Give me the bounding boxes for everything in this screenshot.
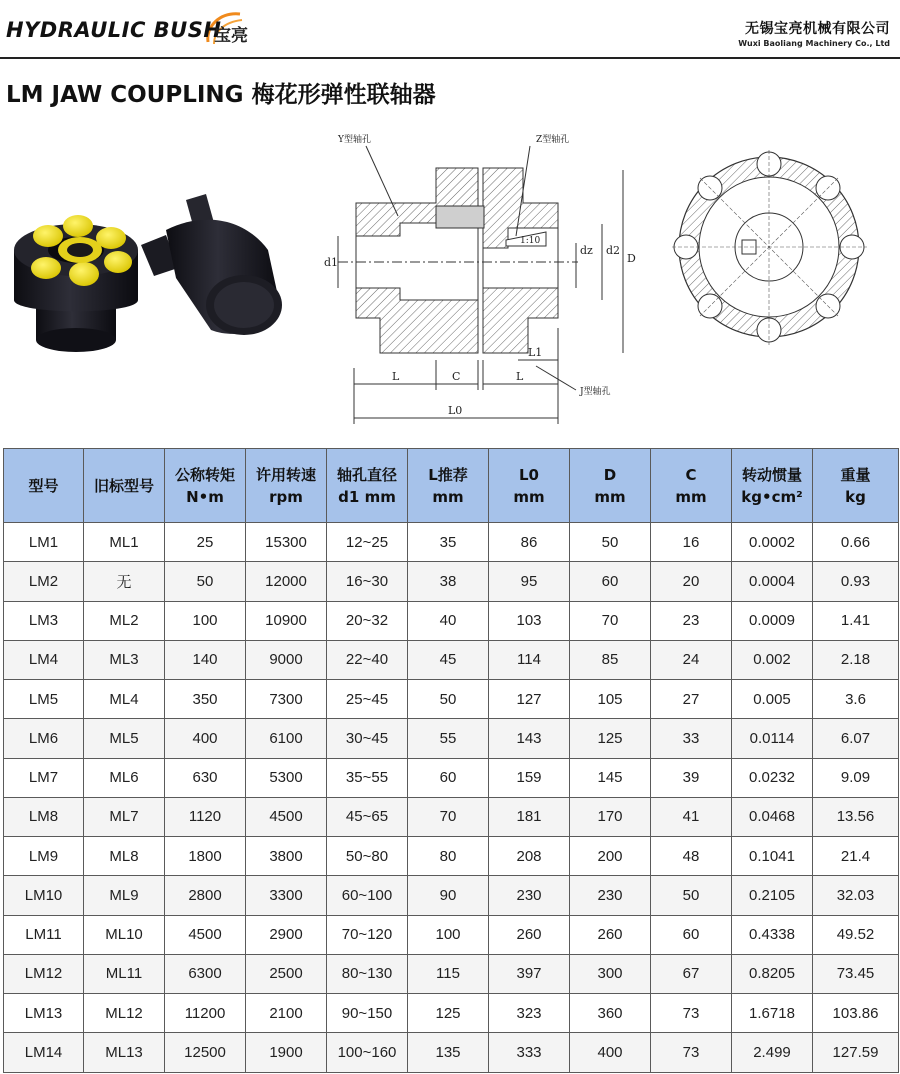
table-cell: 140 [165, 640, 246, 679]
label-L-left: L [392, 370, 400, 383]
table-cell: LM7 [4, 758, 84, 797]
table-cell: LM8 [4, 797, 84, 836]
table-cell: 0.0232 [732, 758, 813, 797]
table-row [4, 562, 899, 601]
column-header-text: L0 [519, 465, 539, 484]
company-block [738, 18, 890, 48]
table-cell: 125 [408, 994, 489, 1033]
table-cell: 48 [651, 837, 732, 876]
table-cell: ML10 [84, 915, 165, 954]
table-cell: 181 [489, 797, 570, 836]
table-cell: 333 [489, 1033, 570, 1072]
table-cell: 95 [489, 562, 570, 601]
table-cell: 100 [165, 601, 246, 640]
table-cell: 400 [570, 1033, 651, 1072]
table-cell: LM2 [4, 562, 84, 601]
table-cell: 23 [651, 601, 732, 640]
table-cell: 323 [489, 994, 570, 1033]
label-y-hole: Y型轴孔 [338, 135, 371, 145]
column-header-text: mm [432, 487, 464, 506]
column-header-text: kg•cm² [741, 487, 803, 506]
table-cell: 230 [570, 876, 651, 915]
brand-logo-text: HYDRAULIC BUSH [6, 18, 222, 42]
table-cell: 50 [408, 680, 489, 719]
table-cell: 90~150 [327, 994, 408, 1033]
table-cell: 90 [408, 876, 489, 915]
table-cell: 50~80 [327, 837, 408, 876]
table-cell: 40 [408, 601, 489, 640]
table-cell: 15300 [246, 523, 327, 562]
table-cell: 25~45 [327, 680, 408, 719]
table-cell: ML2 [84, 601, 165, 640]
table-cell: 10900 [246, 601, 327, 640]
column-header-text: kg [845, 487, 866, 506]
table-cell: 0.1041 [732, 837, 813, 876]
column-header-text: 重量 [840, 465, 871, 484]
table-cell: 1800 [165, 837, 246, 876]
table-cell: 16 [651, 523, 732, 562]
table-cell: 12~25 [327, 523, 408, 562]
table-cell: LM14 [4, 1033, 84, 1072]
table-cell: 400 [165, 719, 246, 758]
table-cell: 无 [84, 562, 165, 601]
table-cell: 103.86 [813, 994, 899, 1033]
column-header [570, 449, 651, 523]
table-cell: 12000 [246, 562, 327, 601]
table-cell: 2800 [165, 876, 246, 915]
table-cell: 6100 [246, 719, 327, 758]
table-cell: 145 [570, 758, 651, 797]
table-cell: 39 [651, 758, 732, 797]
table-cell: 135 [408, 1033, 489, 1072]
table-cell: 350 [165, 680, 246, 719]
table-cell: 0.0009 [732, 601, 813, 640]
table-row [4, 523, 899, 562]
table-cell: 1.6718 [732, 994, 813, 1033]
column-header-text: C [685, 465, 697, 484]
table-cell: 45 [408, 640, 489, 679]
label-j-hole: J型轴孔 [580, 387, 611, 397]
column-header-text: mm [675, 487, 707, 506]
table-cell: ML3 [84, 640, 165, 679]
table-cell: 35 [408, 523, 489, 562]
table-cell: 70 [408, 797, 489, 836]
table-cell: 25 [165, 523, 246, 562]
table-cell: 9000 [246, 640, 327, 679]
table-cell: 170 [570, 797, 651, 836]
table-cell: LM12 [4, 954, 84, 993]
table-cell: 60 [408, 758, 489, 797]
table-cell: 2.18 [813, 640, 899, 679]
company-name-cn: 无锡宝亮机械有限公司 [745, 21, 890, 37]
table-cell: 73 [651, 994, 732, 1033]
table-cell: 24 [651, 640, 732, 679]
company-name-en: Wuxi Baoliang Machinery Co., Ltd [738, 39, 890, 48]
table-cell: LM10 [4, 876, 84, 915]
table-row [4, 758, 899, 797]
table-cell: 0.4338 [732, 915, 813, 954]
table-cell: 3800 [246, 837, 327, 876]
table-cell: LM9 [4, 837, 84, 876]
table-cell: LM11 [4, 915, 84, 954]
table-cell: 0.002 [732, 640, 813, 679]
column-header-text: 转动惯量 [741, 465, 802, 484]
table-header-row [4, 449, 899, 523]
table-cell: 127 [489, 680, 570, 719]
label-L0: L0 [448, 404, 463, 417]
table-cell: 73.45 [813, 954, 899, 993]
table-cell: 21.4 [813, 837, 899, 876]
column-header [408, 449, 489, 523]
table-cell: 0.0004 [732, 562, 813, 601]
column-header-text: 旧标型号 [93, 476, 154, 495]
table-cell: 2.499 [732, 1033, 813, 1072]
column-header [327, 449, 408, 523]
table-cell: 32.03 [813, 876, 899, 915]
table-cell: 2900 [246, 915, 327, 954]
table-cell: 50 [570, 523, 651, 562]
table-row [4, 876, 899, 915]
table-cell: 103 [489, 601, 570, 640]
table-cell: 27 [651, 680, 732, 719]
table-cell: 260 [570, 915, 651, 954]
table-cell: 60 [651, 915, 732, 954]
page-header [0, 0, 900, 58]
spec-table [3, 448, 899, 1073]
table-cell: 159 [489, 758, 570, 797]
label-z-hole: Z型轴孔 [536, 135, 570, 145]
table-cell: ML1 [84, 523, 165, 562]
table-cell: 230 [489, 876, 570, 915]
table-row [4, 680, 899, 719]
label-D: D [627, 252, 636, 265]
table-cell: 3.6 [813, 680, 899, 719]
column-header [489, 449, 570, 523]
table-row [4, 1033, 899, 1072]
table-cell: 0.005 [732, 680, 813, 719]
table-cell: 67 [651, 954, 732, 993]
table-cell: LM1 [4, 523, 84, 562]
table-cell: 0.0002 [732, 523, 813, 562]
table-cell: 4500 [246, 797, 327, 836]
brand-logo [6, 6, 266, 52]
table-cell: LM4 [4, 640, 84, 679]
page-title: LM JAW COUPLING 梅花形弹性联轴器 [6, 82, 436, 108]
brand-logo-cn: 宝亮 [214, 26, 248, 46]
table-row [4, 994, 899, 1033]
column-header [4, 449, 84, 523]
table-cell: 9.09 [813, 758, 899, 797]
table-body [4, 523, 899, 1073]
table-cell: 115 [408, 954, 489, 993]
table-cell: 5300 [246, 758, 327, 797]
table-row [4, 601, 899, 640]
table-cell: 35~55 [327, 758, 408, 797]
table-cell: LM13 [4, 994, 84, 1033]
table-cell: 0.93 [813, 562, 899, 601]
table-cell: 208 [489, 837, 570, 876]
label-taper: 1:10 [520, 236, 541, 246]
label-d2: d2 [606, 244, 621, 257]
table-cell: 55 [408, 719, 489, 758]
table-cell: LM3 [4, 601, 84, 640]
product-photo [6, 190, 296, 365]
label-C: C [452, 370, 461, 383]
table-cell: 1.41 [813, 601, 899, 640]
table-cell: 16~30 [327, 562, 408, 601]
table-cell: 80~130 [327, 954, 408, 993]
table-cell: 3300 [246, 876, 327, 915]
column-header-text: 型号 [28, 476, 59, 495]
table-cell: 105 [570, 680, 651, 719]
table-cell: ML13 [84, 1033, 165, 1072]
column-header-text: 公称转矩 [174, 465, 235, 484]
table-row [4, 915, 899, 954]
table-cell: ML7 [84, 797, 165, 836]
table-cell: 85 [570, 640, 651, 679]
column-header-text: mm [513, 487, 545, 506]
table-cell: 73 [651, 1033, 732, 1072]
table-cell: 2500 [246, 954, 327, 993]
header-divider [0, 57, 900, 59]
column-header-text: D [603, 465, 617, 484]
column-header-text: rpm [269, 487, 303, 506]
table-cell: ML9 [84, 876, 165, 915]
table-cell: 0.66 [813, 523, 899, 562]
end-view-drawing [672, 150, 867, 345]
table-cell: 2100 [246, 994, 327, 1033]
table-cell: LM6 [4, 719, 84, 758]
column-header-text: d1 mm [338, 487, 396, 506]
column-header-text: 轴孔直径 [336, 465, 397, 484]
table-cell: ML11 [84, 954, 165, 993]
label-d1: d1 [324, 256, 339, 269]
table-cell: 13.56 [813, 797, 899, 836]
table-cell: 200 [570, 837, 651, 876]
table-cell: 143 [489, 719, 570, 758]
table-cell: 127.59 [813, 1033, 899, 1072]
table-cell: 86 [489, 523, 570, 562]
table-row [4, 954, 899, 993]
table-cell: 22~40 [327, 640, 408, 679]
label-dz: dz [580, 244, 593, 257]
table-cell: 70 [570, 601, 651, 640]
table-cell: 60 [570, 562, 651, 601]
column-header-text: 许用转速 [255, 465, 316, 484]
table-cell: 360 [570, 994, 651, 1033]
table-cell: 100 [408, 915, 489, 954]
column-header-text: mm [594, 487, 626, 506]
table-cell: 100~160 [327, 1033, 408, 1072]
table-cell: 397 [489, 954, 570, 993]
label-L-right: L [516, 370, 524, 383]
table-cell: 20~32 [327, 601, 408, 640]
table-cell: 30~45 [327, 719, 408, 758]
table-cell: 0.2105 [732, 876, 813, 915]
table-cell: 260 [489, 915, 570, 954]
column-header [732, 449, 813, 523]
table-cell: 33 [651, 719, 732, 758]
table-cell: 49.52 [813, 915, 899, 954]
table-cell: LM5 [4, 680, 84, 719]
right-hub-image [141, 194, 282, 335]
table-cell: ML6 [84, 758, 165, 797]
table-cell: 11200 [165, 994, 246, 1033]
table-row [4, 837, 899, 876]
table-cell: 125 [570, 719, 651, 758]
column-header [651, 449, 732, 523]
column-header [813, 449, 899, 523]
table-row [4, 719, 899, 758]
table-row [4, 797, 899, 836]
table-cell: 114 [489, 640, 570, 679]
table-cell: 45~65 [327, 797, 408, 836]
table-cell: 6300 [165, 954, 246, 993]
table-cell: ML5 [84, 719, 165, 758]
table-cell: 4500 [165, 915, 246, 954]
table-cell: ML4 [84, 680, 165, 719]
table-cell: 60~100 [327, 876, 408, 915]
table-cell: ML8 [84, 837, 165, 876]
column-header-text: N•m [186, 487, 224, 506]
table-cell: 6.07 [813, 719, 899, 758]
table-cell: 1120 [165, 797, 246, 836]
table-cell: 300 [570, 954, 651, 993]
label-L1: L1 [528, 346, 543, 359]
column-header-text: L推荐 [428, 465, 468, 484]
table-cell: 630 [165, 758, 246, 797]
table-cell: 12500 [165, 1033, 246, 1072]
table-cell: 41 [651, 797, 732, 836]
table-cell: 50 [165, 562, 246, 601]
table-cell: 0.0114 [732, 719, 813, 758]
table-cell: 20 [651, 562, 732, 601]
column-header [84, 449, 165, 523]
table-cell: 0.0468 [732, 797, 813, 836]
table-cell: 80 [408, 837, 489, 876]
table-row [4, 640, 899, 679]
table-cell: 0.8205 [732, 954, 813, 993]
table-cell: 1900 [246, 1033, 327, 1072]
table-cell: 38 [408, 562, 489, 601]
table-cell: 70~120 [327, 915, 408, 954]
table-cell: ML12 [84, 994, 165, 1033]
column-header [246, 449, 327, 523]
technical-drawing [318, 128, 678, 428]
table-cell: 7300 [246, 680, 327, 719]
column-header [165, 449, 246, 523]
table-cell: 50 [651, 876, 732, 915]
